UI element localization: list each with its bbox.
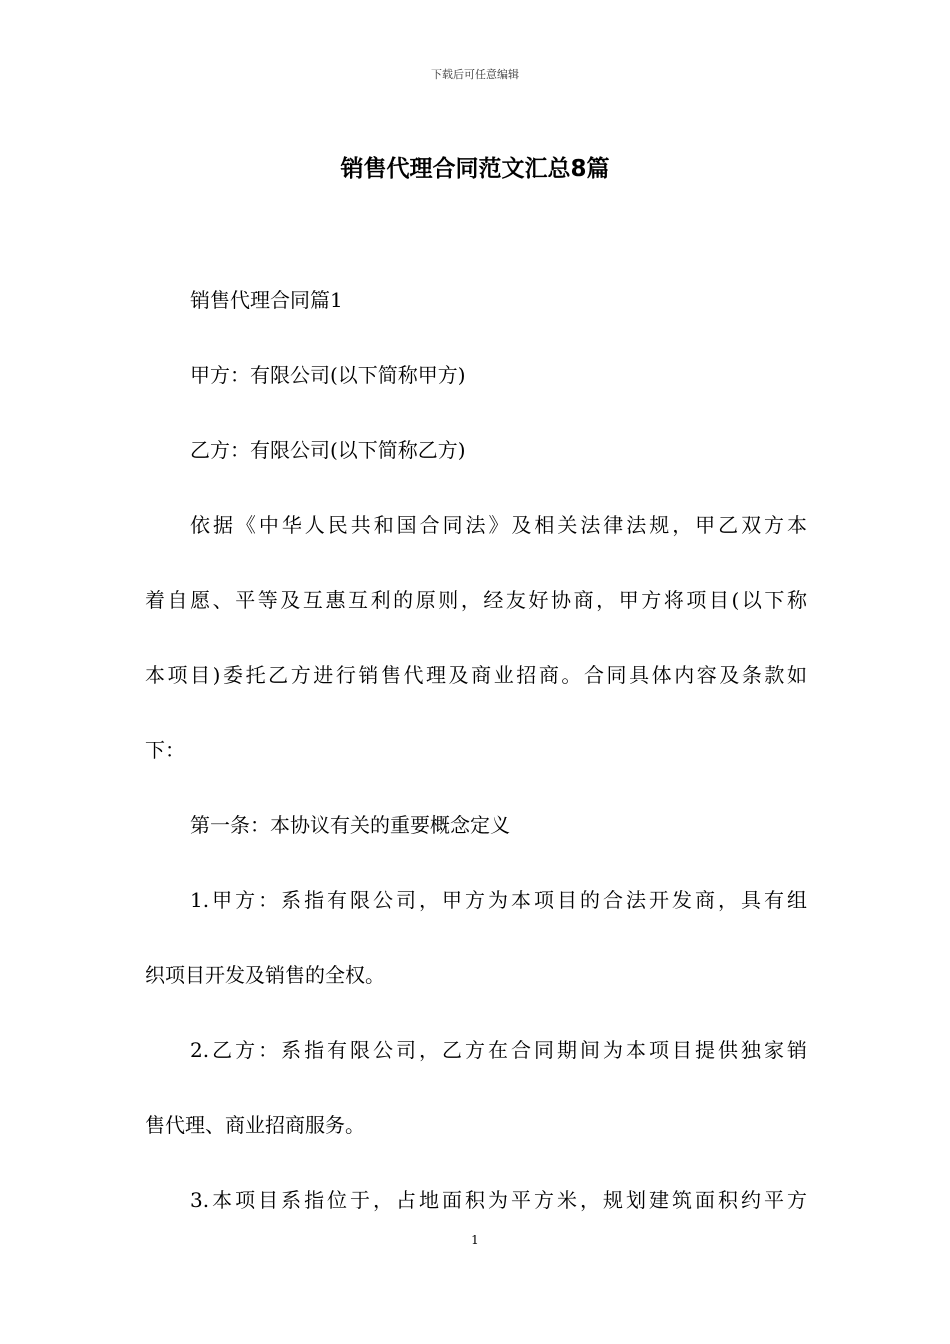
body-line: 1.甲方：系指有限公司，甲方为本项目的合法开发商，具有组 [190,888,807,912]
body-line: 售代理、商业招商服务。 [145,1113,365,1137]
party-a-line: 甲方：有限公司(以下简称甲方) [190,363,466,387]
page-number: 1 [471,1233,479,1247]
body-line: 依据《中华人民共和国合同法》及相关法律法规，甲乙双方本 [190,513,807,537]
document-title: 销售代理合同范文汇总8篇 [340,156,610,182]
article-heading: 第一条：本协议有关的重要概念定义 [190,813,510,837]
body-line: 本项目)委托乙方进行销售代理及商业招商。合同具体内容及条款如 [145,663,807,687]
section-heading: 销售代理合同篇1 [190,288,343,312]
body-line: 织项目开发及销售的全权。 [145,963,385,987]
body-line: 2.乙方：系指有限公司，乙方在合同期间为本项目提供独家销 [190,1038,807,1062]
body-line: 3.本项目系指位于，占地面积为平方米，规划建筑面积约平方 [190,1188,807,1212]
body-line: 下： [145,738,185,762]
header-note: 下载后可任意编辑 [431,68,519,81]
party-b-line: 乙方：有限公司(以下简称乙方) [190,438,466,462]
body-line: 着自愿、平等及互惠互利的原则，经友好协商，甲方将项目(以下称 [145,588,807,612]
